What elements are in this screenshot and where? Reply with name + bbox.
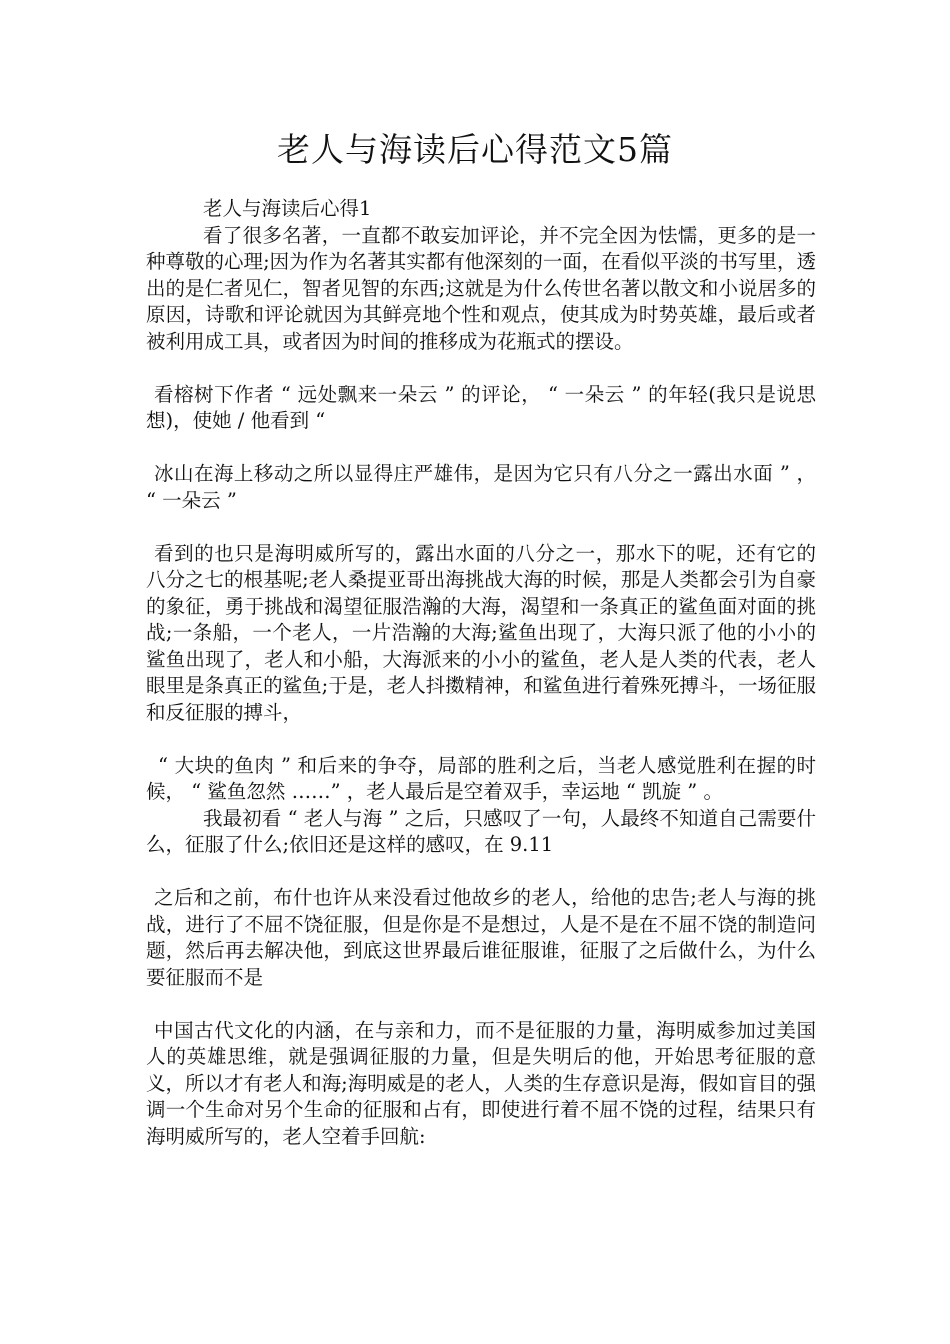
paragraph-gap [146, 435, 816, 462]
paragraph-gap [146, 726, 816, 753]
paragraph-1: 看了很多名著，一直都不敢妄加评论，并不完全因为怯懦，更多的是一种尊敬的心理;因为作为名著其实都有他深刻的一面，在看似平淡的书写里，透出的是仁者见仁，智者见智的东西;这就是为什么传世名著以散文和小说居多的原因，诗歌和评论就因为其鲜亮地个性和观点，使其成为时势英雄，最后或者被利用成工具，或者因为时间的推移成为花瓶式的摆设。 [146, 223, 816, 353]
document-title: 老人与海读后心得范文5篇 [277, 130, 673, 169]
paragraph-4: 看到的也只是海明威所写的，露出水面的八分之一，那水下的呢，还有它的八分之七的根基呢;老人桑提亚哥出海挑战大海的时候，那是人类都会引为自豪的象征，勇于挑战和渴望征服浩瀚的大海，渴望和一条真正的鲨鱼面对面的挑战;一条船，一个老人，一片浩瀚的大海;鲨鱼出现了，大海只派了他的小小的鲨鱼出现了，老人和小船，大海派来的小小的鲨鱼，老人是人类的代表，老人眼里是条真正的鲨鱼;于是，老人抖擞精神，和鲨鱼进行着殊死搏斗，一场征服和反征服的搏斗， [146, 541, 816, 724]
paragraph-gap [146, 514, 816, 541]
paragraph-gap [146, 859, 816, 886]
paragraph-6: 我最初看 “ 老人与海 ” 之后，只感叹了一句，人最终不知道自己需要什么，征服了什么;依旧还是这样的感叹，在 9.11 [146, 806, 816, 856]
paragraph-5: “ 大块的鱼肉 ” 和后来的争夺，局部的胜利之后，当老人感觉胜利在握的时候， “ 鲨鱼忽然 ……” ，老人最后是空着双手，幸运地 “ 凯旋 ” 。 [146, 753, 816, 803]
paragraph-2: 看榕树下作者 “ 远处飘来一朵云 ” 的评论， “ 一朵云 ” 的年轻(我只是说思想)，使她 / 他看到 “ [146, 382, 816, 432]
paragraph-gap [146, 355, 816, 382]
section-heading: 老人与海读后心得1 [203, 197, 372, 220]
paragraph-3: 冰山在海上移动之所以显得庄严雄伟，是因为它只有八分之一露出水面 ” ， “ 一朵云 ” [146, 462, 823, 512]
paragraph-gap [146, 991, 816, 1018]
paragraph-8: 中国古代文化的内涵，在与亲和力，而不是征服的力量，海明威参加过美国人的英雄思维，就是强调征服的力量，但是失明后的他，开始思考征服的意义，所以才有老人和海;海明威是的老人，人类的生存意识是海，假如盲目的强调一个生命对另个生命的征服和占有，即使进行着不屈不饶的过程，结果只有海明威所写的，老人空着手回航: [146, 1018, 816, 1148]
document-body [146, 196, 823, 1150]
paragraph-7: 之后和之前，布什也许从来没看过他故乡的老人，给他的忠告;老人与海的挑战，进行了不屈不饶征服，但是你是不是想过，人是不是在不屈不饶的制造问题，然后再去解决他，到底这世界最后谁征服谁，征服了之后做什么，为什么要征服而不是 [146, 886, 816, 989]
